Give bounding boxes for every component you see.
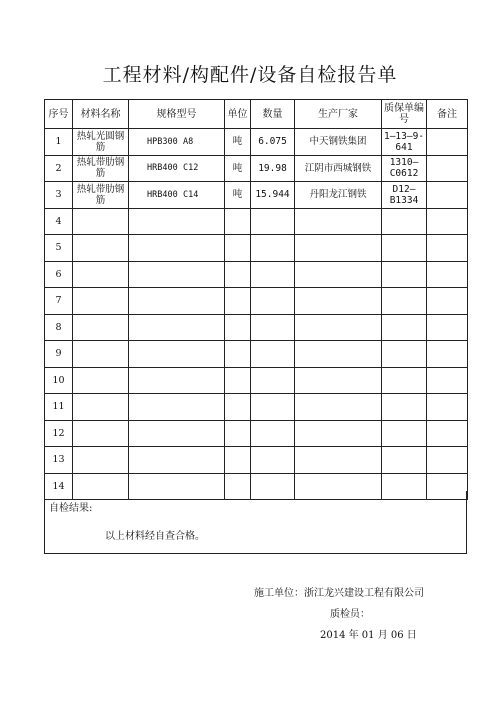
row-unit — [225, 235, 251, 262]
table-row — [45, 129, 468, 156]
row-qty: 19.98 — [251, 155, 295, 182]
header-maker: 生产厂家 — [295, 100, 382, 129]
row-no: 3 — [45, 182, 73, 209]
material-table — [44, 99, 468, 500]
row-qty — [251, 235, 295, 262]
row-qty — [251, 261, 295, 288]
row-name: 热轧带肋钢筋 — [73, 155, 129, 182]
row-no: 2 — [45, 155, 73, 182]
row-no: 9 — [45, 341, 73, 368]
row-maker — [295, 394, 382, 421]
row-maker: 江阴市西城钢铁 — [295, 155, 382, 182]
row-qty: 6.075 — [251, 129, 295, 156]
row-qty — [251, 367, 295, 394]
row-no: 7 — [45, 288, 73, 315]
row-maker — [295, 314, 382, 341]
row-note — [427, 447, 468, 474]
row-unit — [225, 314, 251, 341]
table-row — [45, 235, 468, 262]
table-row — [45, 182, 468, 209]
row-maker — [295, 208, 382, 235]
row-unit — [225, 394, 251, 421]
row-no: 11 — [45, 394, 73, 421]
row-cert — [382, 261, 427, 288]
row-spec — [129, 129, 225, 156]
row-note — [427, 394, 468, 421]
row-note — [427, 314, 468, 341]
row-qty — [251, 208, 295, 235]
row-cert — [382, 394, 427, 421]
row-cert — [382, 447, 427, 474]
spec-size: C14 — [183, 189, 199, 200]
row-qty — [251, 288, 295, 315]
company-line: 施工单位：浙江龙兴建设工程有限公司 — [254, 588, 424, 599]
row-no: 8 — [45, 314, 73, 341]
row-unit — [225, 447, 251, 474]
table-row — [45, 420, 468, 447]
report-title: 工程材料/构配件/设备自检报告单 — [102, 64, 398, 86]
header-spec: 规格型号 — [129, 100, 225, 129]
row-name — [73, 341, 129, 368]
row-cert: 1—13—9-641 — [382, 129, 427, 156]
spec-grade: HRB400 — [147, 189, 178, 200]
row-no: 5 — [45, 235, 73, 262]
row-unit: 吨 — [225, 155, 251, 182]
row-qty — [251, 394, 295, 421]
table-row — [45, 288, 468, 315]
row-maker — [295, 288, 382, 315]
row-name — [73, 367, 129, 394]
header-cert: 质保单编号 — [382, 100, 427, 129]
row-note — [427, 235, 468, 262]
row-name: 热轧带肋钢筋 — [73, 182, 129, 209]
header-note: 备注 — [427, 100, 468, 129]
row-name — [73, 261, 129, 288]
row-note — [427, 341, 468, 368]
result-text: 以上材料经自查合格。 — [105, 531, 205, 542]
row-spec — [129, 208, 225, 235]
row-cert — [382, 341, 427, 368]
row-note — [427, 288, 468, 315]
row-name — [73, 420, 129, 447]
table-row — [45, 261, 468, 288]
row-note — [427, 182, 468, 209]
row-maker — [295, 261, 382, 288]
row-qty — [251, 341, 295, 368]
row-cert — [382, 235, 427, 262]
table-row — [45, 367, 468, 394]
row-maker — [295, 420, 382, 447]
row-note — [427, 155, 468, 182]
row-spec — [129, 235, 225, 262]
row-unit — [225, 420, 251, 447]
row-name — [73, 447, 129, 474]
row-note — [427, 261, 468, 288]
row-name: 热轧光圆钢筋 — [73, 129, 129, 156]
row-unit: 吨 — [225, 129, 251, 156]
row-name — [73, 394, 129, 421]
row-no: 10 — [45, 367, 73, 394]
spec-size: C12 — [183, 163, 199, 174]
row-maker — [295, 341, 382, 368]
row-unit — [225, 367, 251, 394]
row-unit: 吨 — [225, 182, 251, 209]
row-spec — [129, 447, 225, 474]
row-name — [73, 288, 129, 315]
row-name — [73, 314, 129, 341]
row-cert — [382, 208, 427, 235]
row-cert — [382, 314, 427, 341]
row-spec — [129, 155, 225, 182]
row-cert: D12—B1334 — [382, 182, 427, 209]
spec-grade: HRB400 — [147, 163, 178, 174]
row-spec — [129, 314, 225, 341]
row-unit — [225, 261, 251, 288]
header-no: 序号 — [45, 100, 73, 129]
row-spec — [129, 420, 225, 447]
row-spec — [129, 341, 225, 368]
row-maker: 中天钢铁集团 — [295, 129, 382, 156]
row-qty — [251, 314, 295, 341]
inspection-result-box — [44, 491, 467, 554]
row-no: 13 — [45, 447, 73, 474]
row-cert — [382, 420, 427, 447]
header-name: 材料名称 — [73, 100, 129, 129]
date-line: 2014 年 01 月 06 日 — [320, 630, 417, 641]
row-qty — [251, 447, 295, 474]
row-spec — [129, 394, 225, 421]
table-row — [45, 394, 468, 421]
table-row — [45, 208, 468, 235]
row-spec — [129, 367, 225, 394]
table-row — [45, 314, 468, 341]
row-note — [427, 208, 468, 235]
row-no: 4 — [45, 208, 73, 235]
header-qty: 数量 — [251, 100, 295, 129]
row-qty: 15.944 — [251, 182, 295, 209]
row-no: 6 — [45, 261, 73, 288]
row-no: 12 — [45, 420, 73, 447]
row-maker — [295, 235, 382, 262]
row-spec — [129, 182, 225, 209]
row-note — [427, 367, 468, 394]
row-no: 1 — [45, 129, 73, 156]
table-row — [45, 341, 468, 368]
row-spec — [129, 261, 225, 288]
row-unit — [225, 288, 251, 315]
row-maker: 丹阳龙江钢铁 — [295, 182, 382, 209]
table-row — [45, 155, 468, 182]
row-note — [427, 420, 468, 447]
table-header-row — [45, 100, 468, 129]
row-name — [73, 208, 129, 235]
row-cert: 1310—C0612 — [382, 155, 427, 182]
row-maker — [295, 367, 382, 394]
row-cert — [382, 367, 427, 394]
row-cert — [382, 288, 427, 315]
row-spec — [129, 288, 225, 315]
header-unit: 单位 — [225, 100, 251, 129]
inspector-line: 质检员： — [330, 609, 370, 620]
result-label: 自检结果: — [49, 503, 93, 514]
row-name — [73, 235, 129, 262]
row-no: 14 — [45, 473, 73, 500]
row-qty — [251, 420, 295, 447]
table-row — [45, 447, 468, 474]
spec-size: A8 — [183, 136, 194, 147]
row-note — [427, 129, 468, 156]
row-maker — [295, 447, 382, 474]
spec-grade: HPB300 — [147, 136, 178, 147]
row-unit — [225, 208, 251, 235]
row-unit — [225, 341, 251, 368]
